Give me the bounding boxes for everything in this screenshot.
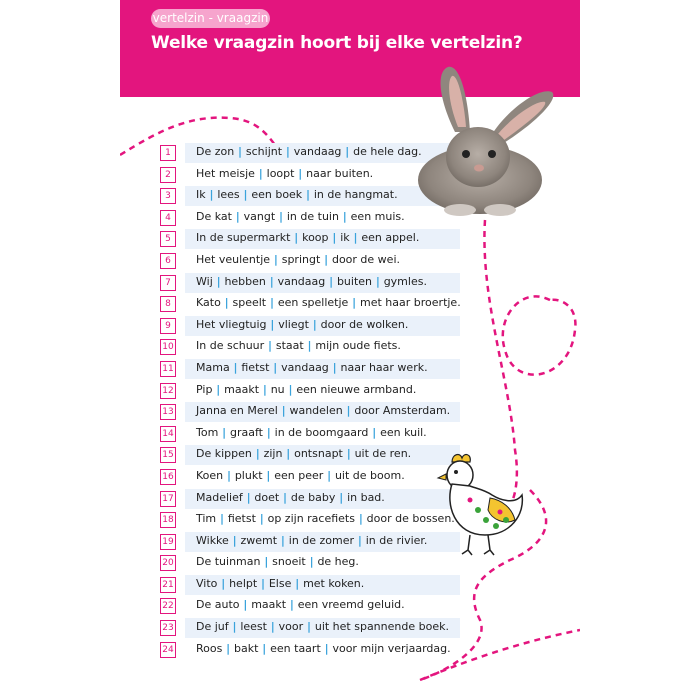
- sentence-text: [196, 598, 405, 611]
- part-separator: |: [265, 274, 278, 288]
- sentence-part: een muis.: [350, 209, 405, 223]
- part-separator: |: [257, 576, 269, 590]
- sentence-text: [196, 275, 427, 288]
- sentence-part: een taart: [270, 641, 321, 655]
- sentence-part: buiten: [336, 274, 372, 288]
- sentence-text: [196, 188, 398, 201]
- sentence-part: mijn oude fiets.: [315, 339, 401, 353]
- sentence-part: vandaag: [277, 274, 326, 288]
- sentence-row: [160, 380, 460, 402]
- part-separator: |: [338, 209, 351, 223]
- sentence-part: Het vliegtuig: [196, 317, 267, 331]
- sentence-row: [160, 488, 460, 510]
- sentence-number: 5: [160, 231, 176, 247]
- sentence-part: speelt: [232, 296, 267, 310]
- sentence-part: uit het spannende boek.: [314, 620, 449, 634]
- sentence-part: De kat: [196, 209, 232, 223]
- sentence-part: Madelief: [196, 490, 243, 504]
- sentence-part: een kuil.: [380, 425, 427, 439]
- sentence-number: 14: [160, 426, 176, 442]
- sentence-part: doet: [254, 490, 280, 504]
- sentence-row: [160, 272, 460, 294]
- part-separator: |: [216, 512, 228, 526]
- sentence-part: in de boomgaard: [274, 425, 369, 439]
- sentence-row: [160, 509, 460, 531]
- sentence-text: [196, 318, 408, 331]
- part-separator: |: [320, 252, 332, 266]
- part-separator: |: [260, 555, 273, 569]
- part-separator: |: [349, 231, 362, 245]
- part-separator: |: [269, 360, 282, 374]
- part-separator: |: [354, 533, 366, 547]
- sentence-part: snoeit: [272, 555, 306, 569]
- sentence-text: [196, 145, 422, 158]
- rabbit-image: [400, 62, 575, 222]
- sentence-part: schijnt: [245, 145, 283, 158]
- sentence-part: door de wei.: [331, 252, 400, 266]
- part-separator: |: [325, 274, 337, 288]
- sentence-text: [196, 253, 400, 266]
- sentence-number: 19: [160, 534, 176, 550]
- part-separator: |: [323, 468, 335, 482]
- part-separator: |: [239, 188, 252, 202]
- sentence-part: naar haar werk.: [340, 360, 428, 374]
- sentence-part: maakt: [224, 382, 260, 396]
- sentence-row: [160, 228, 460, 250]
- sentence-part: ontsnapt: [294, 447, 343, 461]
- sentence-part: met koken.: [303, 576, 365, 590]
- sentence-part: staat: [275, 339, 304, 353]
- part-separator: |: [290, 231, 303, 245]
- worksheet-page: [120, 0, 580, 700]
- sentence-part: De kippen: [196, 447, 252, 461]
- part-separator: |: [239, 598, 252, 612]
- sentence-number: 10: [160, 339, 176, 355]
- sentence-part: in de rivier.: [365, 533, 428, 547]
- sentence-part: vandaag: [281, 360, 329, 374]
- sentence-part: een spelletje: [277, 296, 349, 310]
- sentence-part: in bad.: [347, 490, 385, 504]
- sentence-number: 23: [160, 620, 176, 636]
- part-separator: |: [212, 382, 225, 396]
- sentence-part: door de wolken.: [320, 317, 409, 331]
- sentence-text: [196, 642, 451, 655]
- part-separator: |: [262, 468, 275, 482]
- sentence-number: 2: [160, 167, 176, 183]
- sentence-number: 7: [160, 275, 176, 291]
- sentence-part: uit de boom.: [334, 468, 405, 482]
- sentence-row: [160, 250, 460, 272]
- part-separator: |: [372, 274, 384, 288]
- part-separator: |: [302, 188, 314, 202]
- part-separator: |: [270, 252, 282, 266]
- part-separator: |: [223, 468, 235, 482]
- sentence-part: leest: [240, 620, 267, 634]
- sentence-part: Het veulentje: [196, 252, 271, 266]
- part-separator: |: [286, 598, 298, 612]
- sentence-text: [196, 512, 455, 525]
- page-title: Welke vraagzin hoort bij elke vertelzin?: [151, 33, 523, 53]
- sentence-number: 17: [160, 491, 176, 507]
- sentence-number: 18: [160, 512, 176, 528]
- sentence-part: vandaag: [293, 145, 342, 158]
- part-separator: |: [218, 425, 230, 439]
- sentence-part: Het meisje: [196, 166, 255, 180]
- part-separator: |: [348, 296, 361, 310]
- sentence-part: plukt: [234, 468, 263, 482]
- sentence-part: in de hangmat.: [313, 188, 398, 202]
- part-separator: |: [205, 188, 218, 202]
- sentence-number: 8: [160, 296, 176, 312]
- part-separator: |: [212, 274, 225, 288]
- sentence-part: uit de ren.: [354, 447, 412, 461]
- sentence-part: een boek: [251, 188, 303, 202]
- sentence-number: 1: [160, 145, 176, 161]
- sentence-part: Tim: [196, 512, 217, 526]
- part-separator: |: [282, 447, 295, 461]
- part-separator: |: [303, 620, 315, 634]
- sentence-part: wandelen: [289, 404, 343, 418]
- part-separator: |: [282, 145, 294, 158]
- sentence-number: 16: [160, 469, 176, 485]
- sentence-part: door de bossen.: [366, 512, 455, 526]
- sentence-part: een peer: [274, 468, 324, 482]
- sentence-part: een appel.: [361, 231, 420, 245]
- part-separator: |: [264, 339, 276, 353]
- part-separator: |: [266, 317, 279, 331]
- sentence-row: [160, 552, 460, 574]
- sentence-row: [160, 466, 460, 488]
- sentence-part: een nieuwe armband.: [296, 382, 417, 396]
- sentence-row: [160, 401, 460, 423]
- part-separator: |: [284, 382, 297, 396]
- sentence-row: [160, 617, 460, 639]
- sentence-part: Kato: [196, 296, 221, 310]
- part-separator: |: [217, 576, 230, 590]
- sentence-part: een vreemd geluid.: [297, 598, 405, 612]
- topic-tag: vertelzin - vraagzin: [151, 9, 270, 28]
- sentence-text: [196, 469, 405, 482]
- sentence-part: de hele dag.: [353, 145, 422, 158]
- part-separator: |: [231, 209, 244, 223]
- sentence-part: Vito: [196, 576, 218, 590]
- part-separator: |: [354, 512, 367, 526]
- sentence-row: [160, 293, 460, 315]
- sentence-part: door Amsterdam.: [354, 404, 451, 418]
- sentence-part: springt: [281, 252, 321, 266]
- sentence-number: 20: [160, 555, 176, 571]
- sentence-part: zijn: [263, 447, 283, 461]
- part-separator: |: [342, 404, 355, 418]
- sentence-row: [160, 358, 460, 380]
- sentence-text: [196, 491, 385, 504]
- part-separator: |: [303, 339, 316, 353]
- part-separator: |: [258, 641, 271, 655]
- sentence-text: [196, 167, 373, 180]
- sentence-number: 6: [160, 253, 176, 269]
- sentence-part: bakt: [234, 641, 259, 655]
- part-separator: |: [254, 166, 267, 180]
- sentence-text: [196, 534, 427, 547]
- sentence-part: Janna en Merel: [196, 404, 278, 418]
- sentence-number: 12: [160, 383, 176, 399]
- sentence-number: 11: [160, 361, 176, 377]
- sentence-part: Wij: [196, 274, 213, 288]
- sentence-part: vliegt: [278, 317, 309, 331]
- sentence-part: graaft: [229, 425, 263, 439]
- sentence-row: [160, 423, 460, 445]
- sentence-part: de baby: [290, 490, 336, 504]
- sentence-part: maakt: [251, 598, 287, 612]
- sentence-text: [196, 361, 428, 374]
- part-separator: |: [328, 231, 341, 245]
- sentence-part: De tuinman: [196, 555, 261, 569]
- sentence-part: In de schuur: [196, 339, 265, 353]
- part-separator: |: [277, 404, 290, 418]
- sentence-part: De juf: [196, 620, 229, 634]
- sentence-part: Koen: [196, 468, 224, 482]
- sentence-part: vangt: [243, 209, 276, 223]
- part-separator: |: [294, 166, 307, 180]
- part-separator: |: [368, 425, 381, 439]
- part-separator: |: [275, 209, 287, 223]
- sentence-part: loopt: [266, 166, 295, 180]
- part-separator: |: [328, 360, 341, 374]
- sentence-row: [160, 639, 460, 661]
- sentence-part: In de supermarkt: [196, 231, 291, 245]
- sentence-part: naar buiten.: [306, 166, 374, 180]
- sentence-number: 21: [160, 577, 176, 593]
- part-separator: |: [266, 620, 279, 634]
- part-separator: |: [234, 145, 246, 158]
- sentence-part: lees: [217, 188, 240, 202]
- part-separator: |: [255, 512, 268, 526]
- sentence-text: [196, 339, 401, 352]
- part-separator: |: [242, 490, 255, 504]
- sentence-row: [160, 574, 460, 596]
- part-separator: |: [229, 360, 242, 374]
- sentence-number: 22: [160, 598, 176, 614]
- sentence-part: ik: [340, 231, 350, 245]
- sentence-part: Else: [268, 576, 292, 590]
- part-separator: |: [291, 576, 304, 590]
- part-separator: |: [220, 296, 233, 310]
- sentence-part: Wikke: [196, 533, 229, 547]
- part-separator: |: [320, 641, 333, 655]
- part-separator: |: [228, 533, 241, 547]
- sentence-part: Pip: [196, 382, 213, 396]
- sentence-part: voor mijn verjaardag.: [332, 641, 451, 655]
- part-separator: |: [222, 641, 235, 655]
- sentence-part: in de tuin: [286, 209, 339, 223]
- part-separator: |: [279, 490, 291, 504]
- sentence-part: koop: [302, 231, 329, 245]
- part-separator: |: [228, 620, 241, 634]
- sentence-text: [196, 231, 419, 244]
- sentence-text: [196, 296, 461, 309]
- sentence-part: fietst: [227, 512, 256, 526]
- sentence-part: op zijn racefiets: [267, 512, 355, 526]
- part-separator: |: [277, 533, 289, 547]
- sentence-text: [196, 426, 427, 439]
- sentence-row: [160, 595, 460, 617]
- sentence-part: voor: [278, 620, 304, 634]
- sentence-row: [160, 315, 460, 337]
- sentence-row: [160, 336, 460, 358]
- sentence-part: Tom: [196, 425, 219, 439]
- sentence-row: [160, 444, 460, 466]
- sentence-part: zwemt: [240, 533, 278, 547]
- sentence-row: [160, 531, 460, 553]
- part-separator: |: [341, 145, 354, 158]
- part-separator: |: [251, 447, 264, 461]
- sentence-text: [196, 210, 405, 223]
- sentence-part: in de zomer: [288, 533, 355, 547]
- sentence-number: 24: [160, 642, 176, 658]
- part-separator: |: [262, 425, 275, 439]
- part-separator: |: [342, 447, 355, 461]
- sentence-part: Mama: [196, 360, 230, 374]
- sentence-number: 9: [160, 318, 176, 334]
- sentence-text: [196, 555, 359, 568]
- sentence-text: [196, 577, 364, 590]
- sentence-part: gymles.: [383, 274, 427, 288]
- sentence-part: De zon: [196, 145, 235, 158]
- sentence-text: [196, 447, 411, 460]
- part-separator: |: [266, 296, 278, 310]
- sentence-text: [196, 383, 416, 396]
- sentence-text: [196, 620, 449, 633]
- part-separator: |: [335, 490, 348, 504]
- sentence-part: De auto: [196, 598, 240, 612]
- sentence-part: nu: [270, 382, 285, 396]
- part-separator: |: [259, 382, 271, 396]
- sentence-number: 15: [160, 447, 176, 463]
- sentence-part: hebben: [224, 274, 266, 288]
- part-separator: |: [308, 317, 321, 331]
- sentence-part: fietst: [241, 360, 270, 374]
- sentence-number: 13: [160, 404, 176, 420]
- sentence-number: 4: [160, 210, 176, 226]
- sentence-part: Roos: [196, 641, 223, 655]
- sentence-part: met haar broertje.: [360, 296, 461, 310]
- chicken-illustration: [430, 450, 530, 560]
- sentence-part: de heg.: [317, 555, 359, 569]
- sentence-text: [196, 404, 450, 417]
- sentence-part: helpt: [229, 576, 258, 590]
- sentence-number: 3: [160, 188, 176, 204]
- sentence-part: Ik: [196, 188, 206, 202]
- part-separator: |: [305, 555, 318, 569]
